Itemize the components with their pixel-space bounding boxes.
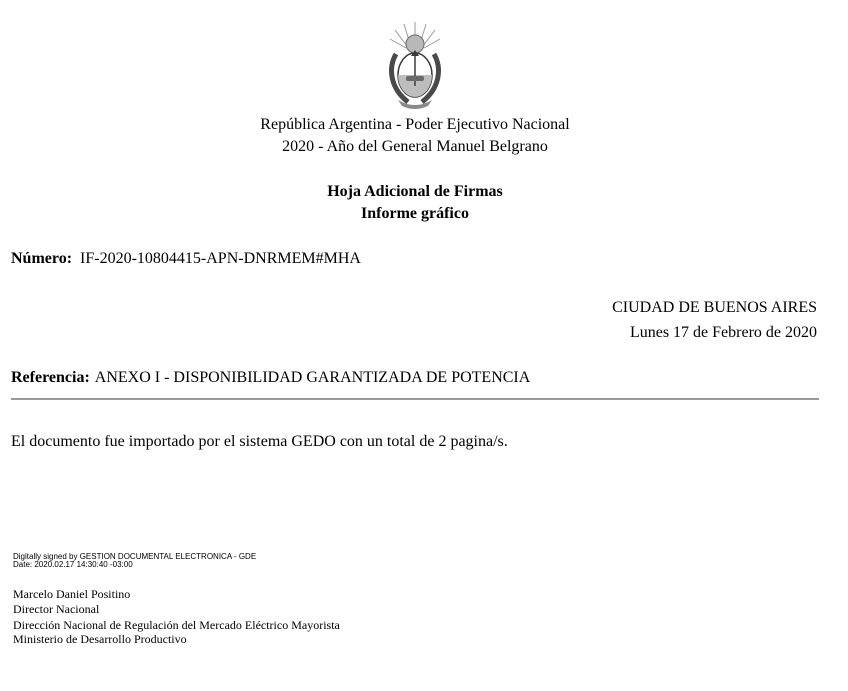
city: CIUDAD DE BUENOS AIRES (612, 299, 817, 316)
coat-of-arms-icon (384, 20, 446, 110)
body-text: El documento fue importado por el sistema GEDO con un total de 2 pagina/s. (11, 433, 508, 450)
digital-signature-date: Date: 2020.02.17 14:30:40 -03:00 (13, 560, 133, 569)
signer-ministry: Ministerio de Desarrollo Productivo (13, 632, 187, 646)
referencia-row (11, 369, 530, 387)
document-title: Hoja Adicional de Firmas (327, 183, 503, 200)
referencia-value: ANEXO I - DISPONIBILIDAD GARANTIZADA DE POTENCIA (94, 369, 531, 386)
header-line-2: 2020 - Año del General Manuel Belgrano (282, 138, 548, 155)
signer-office: Dirección Nacional de Regulación del Mercado Eléctrico Mayorista (13, 618, 340, 632)
referencia-label: Referencia: (11, 369, 90, 386)
digital-signature-signed-by: Digitally signed by GESTION DOCUMENTAL ELECTRONICA - GDE (13, 552, 257, 561)
date: Lunes 17 de Febrero de 2020 (629, 324, 817, 341)
divider (11, 398, 819, 400)
document-subtitle: Informe gráfico (361, 205, 469, 222)
numero-label: Número: (11, 250, 73, 267)
header-line-1: República Argentina - Poder Ejecutivo Nacional (260, 116, 570, 133)
numero-value: IF-2020-10804415-APN-DNRMEM#MHA (80, 250, 361, 267)
signer-role: Director Nacional (13, 602, 100, 616)
signer-name: Marcelo Daniel Positino (13, 587, 131, 601)
numero-row (11, 250, 361, 268)
